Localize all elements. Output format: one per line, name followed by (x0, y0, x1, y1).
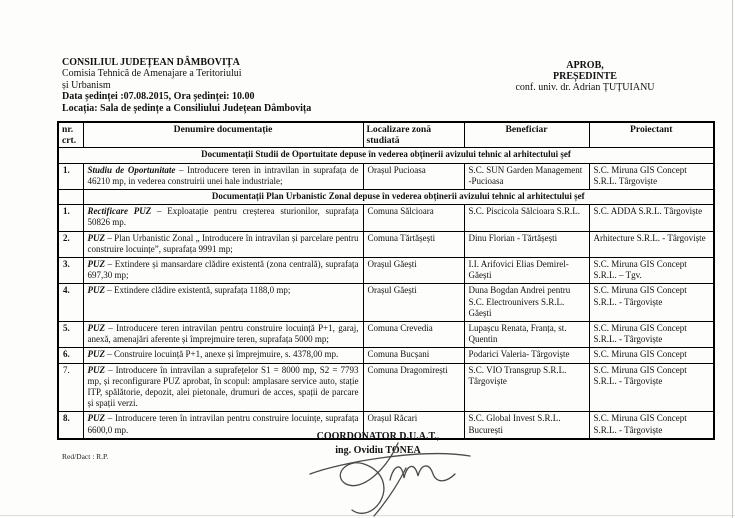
doc-location: Comuna Tărtășești (363, 231, 464, 257)
table-row (58, 322, 714, 348)
signature (302, 440, 487, 518)
row-number: 7. (58, 363, 83, 412)
president-title: PREȘEDINTE (553, 71, 617, 83)
doc-description-text: – Plan Urbanistic Zonal „ Introducere în intravilan și parcelare pentru construire locuințe”, suprafața 9991 mp; (87, 232, 359, 254)
documentation-table (57, 121, 715, 440)
doc-location: Comuna Sălcioara (363, 205, 464, 231)
doc-location: Comuna Crevedia (363, 322, 464, 348)
row-number: 1. (58, 205, 83, 231)
col-header-localizare-line1: Localizare zonă (366, 124, 432, 135)
commission-line-2: și Urbanism (62, 79, 111, 91)
row-number: 5. (58, 322, 83, 348)
col-header-localizare (363, 122, 464, 148)
approval-label: APROB, (566, 60, 604, 71)
section-1-title-row (58, 148, 714, 163)
org-name: CONSILIUL JUDEȚEAN DÂMBOVIȚA (62, 57, 240, 68)
doc-description-text: – Introducere în intravilan a suprafețelor S1 = 8000 mp, S2 = 7793 mp, și reconfigurare PUZ aprobat, în scopul: amplasare service auto, stație ITP, spălătorie, depozit, alei pietonale, drumuri de acces, spații de parcare și spații verzi. (87, 364, 359, 409)
doc-description (83, 284, 363, 322)
doc-type-label: PUZ (87, 285, 105, 296)
row-number: 3. (58, 258, 83, 284)
doc-designer: Arhitecture S.R.L. - Târgoviște (589, 231, 714, 257)
doc-description-text: – Introducere teren în intravilan pentru construire locuințe, suprafața 6600,0 mp. (87, 413, 359, 435)
scan-edge (732, 0, 733, 518)
section-2-title: Documentații Plan Urbanistic Zonal depuse în vederea obținerii avizului tehnic al arhitectului șef (83, 190, 714, 205)
doc-beneficiary: I.I. Arifovici Elias Demirel-Găești (464, 258, 589, 284)
doc-description (83, 258, 363, 284)
redact-note: Red/Dact : R.P. (62, 452, 109, 461)
doc-beneficiary: S.C. VIO Transgrup S.R.L. Târgoviște (464, 363, 589, 412)
col-header-localizare-line2: studiată (366, 135, 400, 147)
table-row (58, 163, 714, 189)
doc-designer: S.C. Miruna GIS Concept S.R.L. - Târgoviște (589, 322, 714, 348)
section-2-empty-cell (58, 190, 83, 205)
doc-description-text: – Extindere clădire existentă, suprafața 1188,0 mp; (105, 285, 291, 296)
doc-beneficiary: S.C. SUN Garden Management -Pucioasa (464, 163, 589, 189)
doc-description (83, 363, 363, 412)
document-header-left (62, 57, 311, 114)
doc-location: Orașul Găești (363, 284, 464, 322)
col-header-nr-crt (58, 122, 83, 148)
col-header-beneficiar: Beneficiar (464, 122, 589, 148)
table-row (58, 284, 714, 322)
doc-description (83, 322, 363, 348)
doc-description (83, 163, 363, 189)
doc-location: Orașul Găești (363, 258, 464, 284)
doc-beneficiary: Dinu Florian - Tărtășești (464, 231, 589, 257)
doc-description (83, 205, 363, 231)
doc-designer: S.C. Miruna GIS Concept S.R.L. Târgoviște (589, 163, 714, 189)
doc-type-label: Rectificare PUZ (87, 206, 152, 217)
doc-beneficiary: Lupașcu Renata, Franța, st. Quentin (464, 322, 589, 348)
meeting-location: Locația: Sala de ședințe a Consiliului Județean Dâmbovița (62, 102, 312, 114)
table-header-row (58, 122, 714, 148)
doc-beneficiary: S.C. Piscicola Sălcioara S.R.L. (464, 205, 589, 231)
doc-beneficiary: Duna Bogdan Andrei pentru S.C. Electrounivers S.R.L. Găești (464, 284, 589, 322)
doc-description-text: – Exploatație pentru creșterea sturionilor, suprafața 50826 mp. (87, 206, 359, 228)
coordinator-title: COORDONATOR D.U.A.T., (316, 431, 440, 442)
section-1-title: Documentații Studii de Oportuitate depuse în vederea obținerii avizului tehnic al arhitectului șef (58, 148, 714, 163)
doc-description-text: – Introducere teren intravilan pentru construire locuință P+1, garaj, anexă, amenajări aferente și împrejmuire teren, suprafața 5000 mp; (87, 323, 359, 345)
doc-designer: S.C. ADDA S.R.L. Târgoviște (589, 205, 714, 231)
doc-type-label: PUZ (87, 413, 105, 424)
doc-type-label: PUZ (87, 323, 105, 334)
table-row (58, 205, 714, 231)
doc-description (83, 348, 363, 363)
commission-line-1: Comisia Tehnică de Amenajare a Teritoriului (62, 68, 242, 80)
table-row (58, 363, 714, 412)
col-header-nr: nr. (62, 124, 74, 135)
row-number: 2. (58, 231, 83, 257)
row-number: 4. (58, 284, 83, 322)
row-number: 1. (58, 163, 83, 189)
doc-description-text: – Introducere teren in intravilan in suprafața de 46210 mp, in vederea construirii unei hale industriale; (87, 164, 359, 186)
approval-block (455, 60, 715, 94)
doc-designer: S.C. Miruna GIS Concept S.R.L. - Târgoviște (589, 363, 714, 412)
doc-description-text: – Construire locuință P+1, anexe și împrejmuire, s. 4378,00 mp. (105, 349, 339, 360)
table-row (58, 258, 714, 284)
doc-designer: S.C. Miruna GIS Concept S.R.L. - Târgoviște (589, 284, 714, 322)
doc-designer: S.C. Miruna GIS Concept S.R.L. - Târgoviște (589, 412, 714, 439)
doc-type-label: PUZ (87, 232, 105, 243)
doc-location: Comuna Dragomirești (363, 363, 464, 412)
doc-beneficiary: Podarici Valeria- Târgoviște (464, 348, 589, 363)
doc-location: Comuna Bucșani (363, 348, 464, 363)
president-name: conf. univ. dr. Adrian ȚUȚUIANU (515, 82, 655, 94)
doc-description (83, 231, 363, 257)
doc-type-label: Studiu de Oportunitate (87, 164, 176, 175)
meeting-date-time: Data ședinței :07.08.2015, Ora ședinței: 10.00 (62, 91, 255, 103)
section-2-title-row (58, 190, 714, 205)
row-number: 6. (58, 348, 83, 363)
table-row (58, 231, 714, 257)
doc-type-label: PUZ (87, 349, 105, 360)
doc-description-text: – Extindere și mansardare clădire existentă (zona centrală), suprafața 697,30 mp; (87, 259, 359, 281)
table-row (58, 348, 714, 363)
doc-designer: S.C. Miruna GIS Concept S.R.L. – Tgv. (589, 258, 714, 284)
col-header-crt: crt. (62, 135, 77, 147)
doc-beneficiary: S.C. Global Invest S.R.L. București (464, 412, 589, 439)
col-header-denumire: Denumire documentație (83, 122, 363, 148)
row-number: 8. (58, 412, 83, 439)
doc-designer: S.C. Miruna GIS Concept (589, 348, 714, 363)
doc-location: Orașul Răcari (363, 412, 464, 439)
coordinator-name: ing. Ovidiu TONEA (335, 444, 421, 456)
doc-location: Orașul Pucioasa (363, 163, 464, 189)
doc-type-label: PUZ (87, 364, 105, 375)
doc-type-label: PUZ (87, 259, 105, 270)
col-header-proiectant: Proiectant (589, 122, 714, 148)
